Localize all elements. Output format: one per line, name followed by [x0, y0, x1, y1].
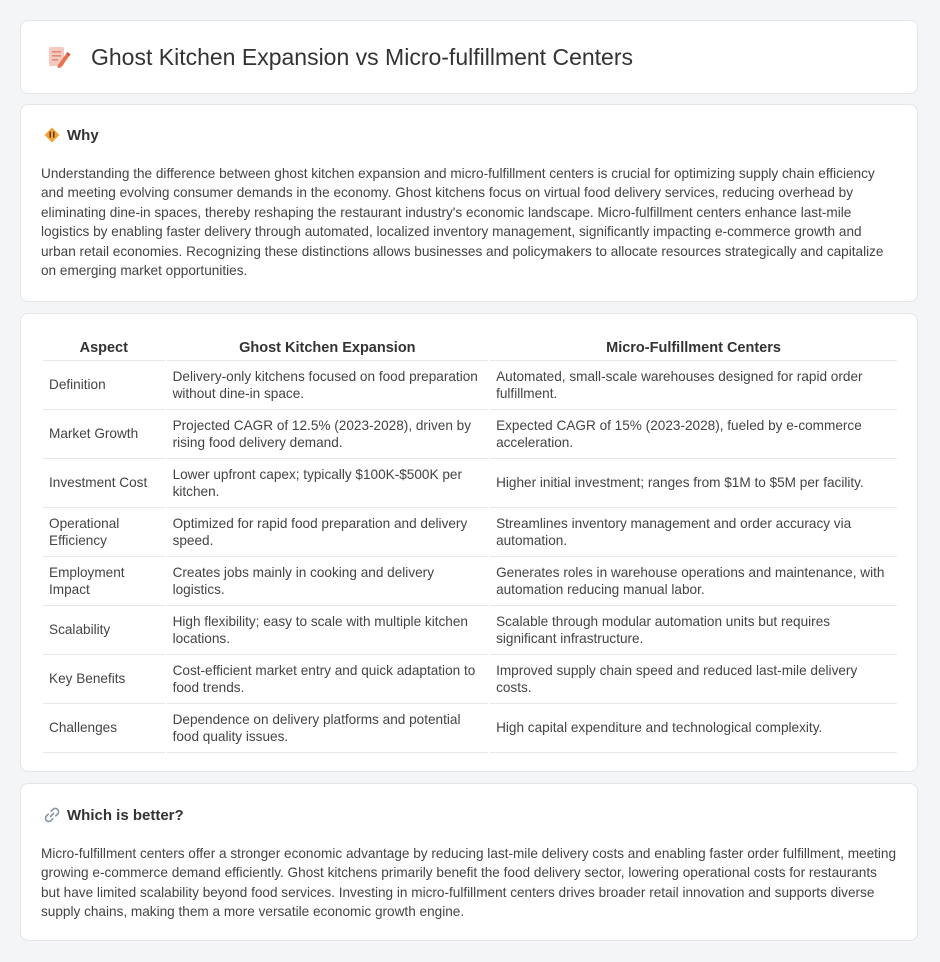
page-title: Ghost Kitchen Expansion vs Micro-fulfillment Centers [91, 43, 633, 70]
row-aspect: Market Growth [43, 410, 165, 459]
row-aspect: Key Benefits [43, 655, 165, 704]
row-ghost-kitchen: Cost-efficient market entry and quick adaptation to food trends. [167, 655, 489, 704]
row-micro-fulfillment: Higher initial investment; ranges from $1M to $5M per facility. [490, 459, 897, 508]
row-ghost-kitchen: Dependence on delivery platforms and potential food quality issues. [167, 704, 489, 753]
row-micro-fulfillment: Expected CAGR of 15% (2023-2028), fueled by e-commerce acceleration. [490, 410, 897, 459]
row-micro-fulfillment: Streamlines inventory management and order accuracy via automation. [490, 508, 897, 557]
row-micro-fulfillment: Generates roles in warehouse operations and maintenance, with automation reducing manual labor. [490, 557, 897, 606]
table-row [43, 459, 897, 508]
row-micro-fulfillment: High capital expenditure and technological complexity. [490, 704, 897, 753]
document-pencil-icon [45, 44, 71, 70]
comparison-table [41, 334, 899, 753]
row-aspect: Challenges [43, 704, 165, 753]
table-row [43, 557, 897, 606]
header-ghost-kitchen: Ghost Kitchen Expansion [167, 334, 489, 361]
comparison-section [20, 313, 918, 772]
row-micro-fulfillment: Improved supply chain speed and reduced last-mile delivery costs. [490, 655, 897, 704]
table-row [43, 606, 897, 655]
row-aspect: Investment Cost [43, 459, 165, 508]
why-text: Understanding the difference between ghost kitchen expansion and micro-fulfillment centers is crucial for optimizing supply chain efficiency and meeting evolving consumer demands in the economy. Ghost kitchens focus on virtual food delivery services, reducing overhead by eliminating dine-in spaces, thereby reshaping the restaurant industry's economic landscape. Micro-fulfillment centers enhance last-mile logistics by enabling faster delivery through automated, localized inventory management, significantly impacting e-commerce growth and urban retail economies. Recognizing these distinctions allows businesses and policymakers to allocate resources strategically and capitalize on emerging market opportunities. [41, 166, 884, 279]
header-micro-fulfillment: Micro-Fulfillment Centers [490, 334, 897, 361]
why-heading: Why [67, 126, 99, 144]
header-aspect: Aspect [43, 334, 165, 361]
row-ghost-kitchen: Delivery-only kitchens focused on food preparation without dine-in space. [167, 361, 489, 410]
better-heading: Which is better? [67, 806, 184, 824]
why-section [20, 104, 918, 302]
row-aspect: Operational Efficiency [43, 508, 165, 557]
table-row [43, 361, 897, 410]
row-aspect: Scalability [43, 606, 165, 655]
table-row [43, 655, 897, 704]
table-row [43, 410, 897, 459]
row-ghost-kitchen: High flexibility; easy to scale with multiple kitchen locations. [167, 606, 489, 655]
row-aspect: Employment Impact [43, 557, 165, 606]
row-micro-fulfillment: Automated, small-scale warehouses designed for rapid order fulfillment. [490, 361, 897, 410]
better-text: Micro-fulfillment centers offer a stronger economic advantage by reducing last-mile delivery costs and enabling faster order fulfillment, meeting growing e-commerce demand efficiently. Ghost kitchens primarily benefit the food delivery sector, lowering operational costs for restaurants but have limited scalability beyond food services. Investing in micro-fulfillment centers drives broader retail innovation and supports diverse supply chains, making them a more versatile economic growth engine. [41, 846, 897, 920]
row-micro-fulfillment: Scalable through modular automation units but requires significant infrastructure. [490, 606, 897, 655]
which-is-better-section [20, 783, 918, 941]
row-aspect: Definition [43, 361, 165, 410]
row-ghost-kitchen: Projected CAGR of 12.5% (2023-2028), driven by rising food delivery demand. [167, 410, 489, 459]
row-ghost-kitchen: Creates jobs mainly in cooking and delivery logistics. [167, 557, 489, 606]
table-row [43, 508, 897, 557]
title-card [20, 20, 918, 94]
table-header-row [43, 334, 897, 361]
row-ghost-kitchen: Lower upfront capex; typically $100K-$500K per kitchen. [167, 459, 489, 508]
row-ghost-kitchen: Optimized for rapid food preparation and delivery speed. [167, 508, 489, 557]
table-row [43, 704, 897, 753]
diamond-warning-icon [43, 126, 61, 144]
link-icon [43, 806, 61, 824]
